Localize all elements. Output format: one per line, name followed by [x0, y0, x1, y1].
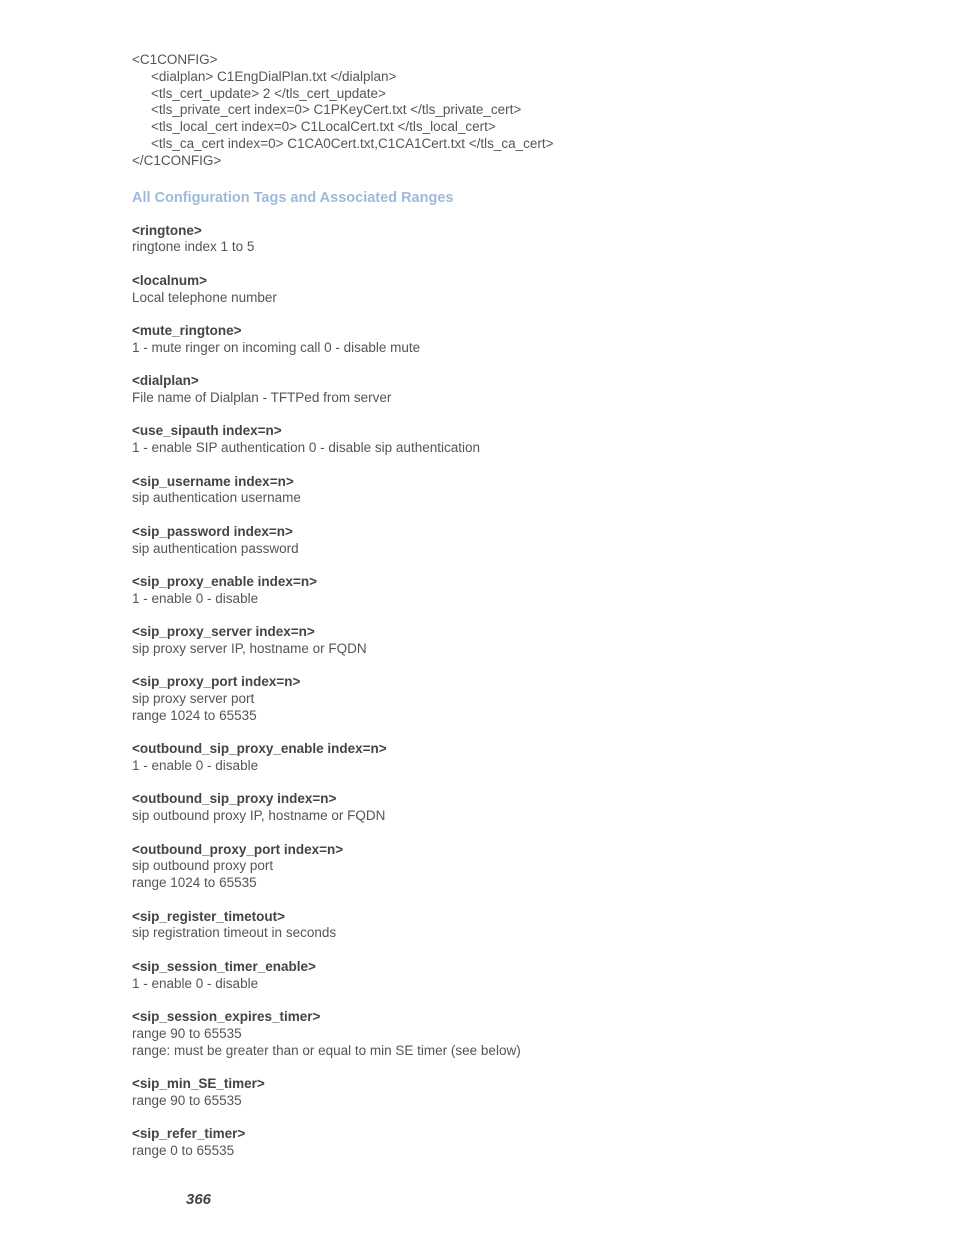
- config-tag-entry: [132, 674, 832, 724]
- config-example-line: <tls_cert_update> 2 </tls_cert_update>: [151, 85, 386, 101]
- config-tag-name: <outbound_sip_proxy_enable index=n>: [132, 741, 387, 757]
- config-tag-entry: [132, 574, 832, 608]
- config-tag-description: File name of Dialplan - TFTPed from server: [132, 389, 392, 405]
- config-tag-entry: [132, 1009, 832, 1059]
- config-tag-description: 1 - enable SIP authentication 0 - disable sip authentication: [132, 440, 480, 456]
- config-tag-name: <sip_proxy_enable index=n>: [132, 573, 317, 589]
- config-tag-entry: [132, 624, 832, 658]
- config-example-line: <tls_private_cert index=0> C1PKeyCert.txt </tls_private_cert>: [151, 102, 522, 118]
- config-tag-name: <sip_min_SE_timer>: [132, 1075, 265, 1091]
- config-tag-description: sip proxy server port: [132, 691, 255, 707]
- config-tag-name: <mute_ringtone>: [132, 322, 242, 338]
- config-tag-description: sip outbound proxy IP, hostname or FQDN: [132, 808, 386, 824]
- config-tag-description: ringtone index 1 to 5: [132, 239, 255, 255]
- config-tag-entry: [132, 474, 832, 508]
- config-tag-entry: [132, 959, 832, 993]
- config-tag-name: <dialplan>: [132, 373, 199, 389]
- config-tag-entry: [132, 223, 832, 257]
- config-example-line: </C1CONFIG>: [132, 152, 222, 168]
- config-tag-name: <ringtone>: [132, 222, 202, 238]
- config-tag-description: sip authentication username: [132, 490, 301, 506]
- config-tag-name: <outbound_sip_proxy index=n>: [132, 791, 337, 807]
- config-tag-name: <sip_session_expires_timer>: [132, 1008, 321, 1024]
- config-tag-name: <sip_proxy_port index=n>: [132, 674, 301, 690]
- config-tag-description: range: must be greater than or equal to min SE timer (see below): [132, 1042, 521, 1058]
- config-tag-description: sip proxy server IP, hostname or FQDN: [132, 640, 367, 656]
- config-tag-description: 1 - mute ringer on incoming call 0 - disable mute: [132, 339, 421, 355]
- config-tag-name: <sip_password index=n>: [132, 523, 293, 539]
- config-tag-description: 1 - enable 0 - disable: [132, 590, 259, 606]
- config-tag-description: range 90 to 65535: [132, 1092, 242, 1108]
- config-tag-entry: [132, 791, 832, 825]
- config-tag-list: [132, 223, 832, 1160]
- config-tag-description: range 90 to 65535: [132, 1025, 242, 1041]
- config-tag-description: 1 - enable 0 - disable: [132, 758, 259, 774]
- config-example-block: [132, 52, 832, 170]
- config-tag-entry: [132, 1126, 832, 1160]
- config-tag-description: range 1024 to 65535: [132, 707, 257, 723]
- config-tag-name: <sip_refer_timer>: [132, 1126, 246, 1142]
- document-content: [132, 52, 832, 1176]
- section-heading: All Configuration Tags and Associated Ranges: [132, 189, 454, 206]
- config-example-line: <tls_local_cert index=0> C1LocalCert.txt </tls_local_cert>: [151, 119, 496, 135]
- config-tag-description: sip registration timeout in seconds: [132, 925, 337, 941]
- config-tag-entry: [132, 524, 832, 558]
- config-tag-description: Local telephone number: [132, 289, 277, 305]
- config-example-line: <dialplan> C1EngDialPlan.txt </dialplan>: [151, 68, 397, 84]
- config-tag-name: <outbound_proxy_port index=n>: [132, 841, 344, 857]
- config-tag-entry: [132, 842, 832, 892]
- config-tag-name: <sip_proxy_server index=n>: [132, 624, 315, 640]
- config-example-line: <tls_ca_cert index=0> C1CA0Cert.txt,C1CA1Cert.txt </tls_ca_cert>: [151, 135, 554, 151]
- config-tag-name: <use_sipauth index=n>: [132, 423, 282, 439]
- config-tag-description: sip authentication password: [132, 540, 299, 556]
- config-tag-description: range 0 to 65535: [132, 1142, 235, 1158]
- config-tag-description: range 1024 to 65535: [132, 875, 257, 891]
- config-tag-name: <sip_username index=n>: [132, 473, 294, 489]
- config-example-line: <C1CONFIG>: [132, 52, 218, 67]
- config-tag-entry: [132, 423, 832, 457]
- config-tag-entry: [132, 273, 832, 307]
- config-tag-name: <sip_register_timetout>: [132, 908, 286, 924]
- page-number: 366: [186, 1191, 212, 1208]
- config-tag-entry: [132, 909, 832, 943]
- config-tag-name: <sip_session_timer_enable>: [132, 958, 316, 974]
- config-tag-entry: [132, 1076, 832, 1110]
- config-tag-entry: [132, 373, 832, 407]
- config-tag-name: <localnum>: [132, 272, 208, 288]
- config-tag-description: 1 - enable 0 - disable: [132, 975, 259, 991]
- config-tag-entry: [132, 741, 832, 775]
- config-tag-entry: [132, 323, 832, 357]
- config-tag-description: sip outbound proxy port: [132, 858, 274, 874]
